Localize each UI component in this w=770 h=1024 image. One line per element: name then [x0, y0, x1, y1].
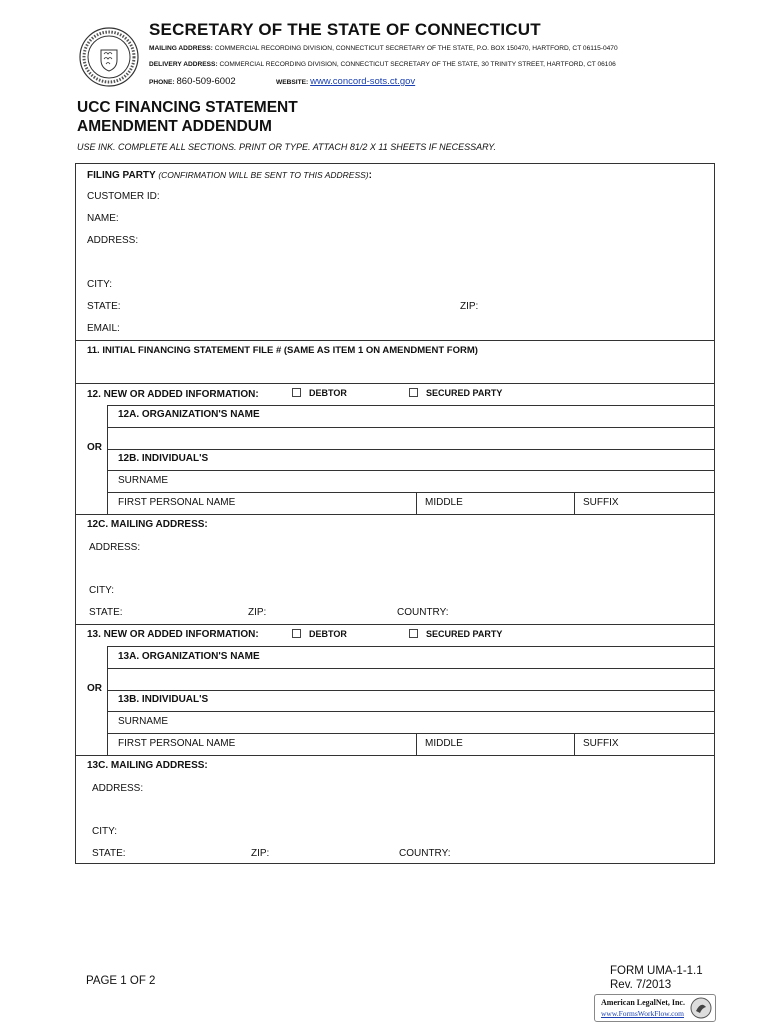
vendor-name: American LegalNet, Inc.	[601, 998, 685, 1007]
form-title	[77, 98, 298, 136]
divider	[107, 690, 714, 691]
divider	[107, 646, 108, 755]
divider	[76, 514, 714, 515]
item13-secured-party-checkbox[interactable]	[409, 629, 418, 638]
mailing-address-line	[149, 45, 618, 52]
vendor-logo-icon	[690, 997, 712, 1019]
divider	[107, 733, 714, 734]
vendor-badge	[594, 994, 716, 1022]
filing-email-field[interactable]: EMAIL:	[87, 323, 120, 334]
item12-secured-party-label: SECURED PARTY	[426, 388, 503, 398]
form-id-block	[610, 964, 703, 992]
item12-city-field[interactable]: CITY:	[89, 585, 115, 596]
item13-state-field[interactable]: STATE:	[92, 848, 126, 859]
item13-suffix-field[interactable]: SUFFIX	[583, 738, 619, 749]
divider	[107, 405, 714, 406]
mailing-address-label: MAILING ADDRESS:	[149, 45, 213, 52]
item13-label: 13. NEW OR ADDED INFORMATION:	[87, 629, 259, 640]
phone-label: PHONE:	[149, 79, 175, 86]
divider	[107, 470, 714, 471]
item13-country-field[interactable]: COUNTRY:	[399, 848, 451, 859]
filing-party-note: (CONFIRMATION WILL BE SENT TO THIS ADDRESS)	[158, 170, 369, 180]
item12c-label: 12C. MAILING ADDRESS:	[87, 519, 208, 530]
divider	[76, 340, 714, 341]
item13-secured-party-label: SECURED PARTY	[426, 629, 503, 639]
state-seal-icon	[78, 26, 140, 88]
item12-middle-field[interactable]: MIDDLE	[425, 497, 463, 508]
item13a-label: 13A. ORGANIZATION'S NAME	[118, 651, 260, 662]
item12-debtor-label: DEBTOR	[309, 388, 347, 398]
vendor-link[interactable]: www.FormsWorkFlow.com	[601, 1009, 685, 1018]
form-id: FORM UMA-1-1.1	[610, 965, 703, 977]
filing-party-colon: :	[368, 170, 372, 181]
phone-number: 860-509-6002	[176, 76, 236, 87]
item12-suffix-field[interactable]: SUFFIX	[583, 497, 619, 508]
item12a-label: 12A. ORGANIZATION'S NAME	[118, 409, 260, 420]
divider	[76, 383, 714, 384]
divider	[107, 646, 714, 647]
instructions: USE INK. COMPLETE ALL SECTIONS. PRINT OR TYPE. ATTACH 81/2 X 11 SHEETS IF NECESSARY.	[77, 142, 496, 152]
form-title-line1: UCC FINANCING STATEMENT	[77, 99, 298, 116]
item13-middle-field[interactable]: MIDDLE	[425, 738, 463, 749]
divider	[107, 668, 714, 669]
website-link[interactable]: www.concord-sots.ct.gov	[310, 76, 416, 87]
divider	[416, 492, 417, 514]
item13-first-name-field[interactable]: FIRST PERSONAL NAME	[118, 738, 236, 749]
website-label: WEBSITE:	[276, 79, 309, 86]
phone-line	[149, 76, 236, 87]
item13b-label: 13B. INDIVIDUAL'S	[118, 694, 209, 705]
form-revision: Rev. 7/2013	[610, 979, 672, 991]
item12-first-name-field[interactable]: FIRST PERSONAL NAME	[118, 497, 236, 508]
customer-id-field[interactable]: CUSTOMER ID:	[87, 191, 160, 202]
item12-country-field[interactable]: COUNTRY:	[397, 607, 449, 618]
divider	[107, 449, 714, 450]
filing-city-field[interactable]: CITY:	[87, 279, 113, 290]
filing-party-heading	[87, 170, 372, 181]
item13-debtor-checkbox[interactable]	[292, 629, 301, 638]
item12-debtor-checkbox[interactable]	[292, 388, 301, 397]
divider	[107, 711, 714, 712]
mailing-address-text: COMMERCIAL RECORDING DIVISION, CONNECTICUT SECRETARY OF THE STATE, P.O. BOX 150470, HARTFORD, CT 06115-0470	[214, 45, 618, 52]
divider	[76, 755, 714, 756]
divider	[574, 733, 575, 755]
item13-surname-field[interactable]: SURNAME	[118, 716, 169, 727]
item12-secured-party-checkbox[interactable]	[409, 388, 418, 397]
filing-state-field[interactable]: STATE:	[87, 301, 121, 312]
item13c-label: 13C. MAILING ADDRESS:	[87, 760, 208, 771]
filing-address-field[interactable]: ADDRESS:	[87, 235, 139, 246]
item12-address-field[interactable]: ADDRESS:	[89, 542, 141, 553]
filing-name-field[interactable]: NAME:	[87, 213, 119, 224]
form-title-line2: AMENDMENT ADDENDUM	[77, 118, 272, 135]
divider	[107, 405, 108, 514]
item13-or-label: OR	[87, 683, 102, 694]
divider	[76, 624, 714, 625]
item12-or-label: OR	[87, 442, 102, 453]
agency-title: SECRETARY OF THE STATE OF CONNECTICUT	[149, 20, 541, 39]
item13-address-field[interactable]: ADDRESS:	[92, 783, 144, 794]
website-line	[276, 76, 415, 87]
item12-surname-field[interactable]: SURNAME	[118, 475, 169, 486]
delivery-address-line	[149, 61, 616, 68]
item11-label[interactable]: 11. INITIAL FINANCING STATEMENT FILE # (SAME AS ITEM 1 ON AMENDMENT FORM)	[87, 345, 478, 356]
divider	[574, 492, 575, 514]
form-frame	[75, 163, 715, 864]
item12-label: 12. NEW OR ADDED INFORMATION:	[87, 389, 259, 400]
item13-city-field[interactable]: CITY:	[92, 826, 118, 837]
delivery-address-label: DELIVERY ADDRESS:	[149, 61, 218, 68]
page-number: PAGE 1 OF 2	[86, 975, 156, 987]
divider	[107, 492, 714, 493]
filing-zip-field[interactable]: ZIP:	[460, 301, 479, 312]
item12b-label: 12B. INDIVIDUAL'S	[118, 453, 209, 464]
divider	[416, 733, 417, 755]
filing-party-label: FILING PARTY	[87, 170, 156, 181]
item12-zip-field[interactable]: ZIP:	[248, 607, 267, 618]
item12-state-field[interactable]: STATE:	[89, 607, 123, 618]
item12a-org-name-input[interactable]	[118, 432, 708, 446]
delivery-address-text: COMMERCIAL RECORDING DIVISION, CONNECTICUT SECRETARY OF THE STATE, 30 TRINITY STREET, HARTFORD, CT 06106	[219, 61, 616, 68]
divider	[107, 427, 714, 428]
item13-debtor-label: DEBTOR	[309, 629, 347, 639]
item13-zip-field[interactable]: ZIP:	[251, 848, 270, 859]
item13a-org-name-input[interactable]	[118, 673, 708, 687]
